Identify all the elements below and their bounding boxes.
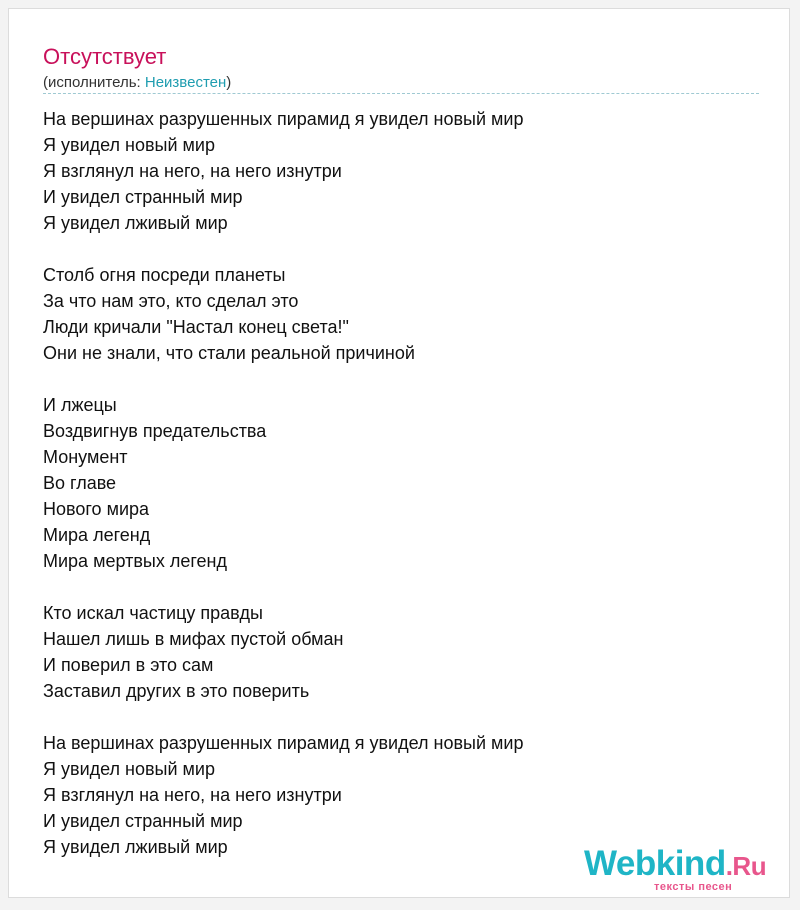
lyric-line: Люди кричали "Настал конец света!" [43,317,349,337]
lyric-line: Я увидел новый мир [43,135,215,155]
lyric-line: Они не знали, что стали реальной причиной [43,343,415,363]
logo-name: Webkind [584,844,726,883]
site-logo[interactable] [584,843,784,893]
lyric-line: На вершинах разрушенных пирамид я увидел новый мир [43,109,524,129]
lyric-line: Я увидел лживый мир [43,837,228,857]
lyric-line: Во главе [43,473,117,493]
lyric-line: Мира мертвых легенд [43,551,227,571]
lyric-line: Я взглянул на него, на него изнутри [43,161,342,181]
lyric-line: Мира легенд [43,525,151,545]
artist-suffix: ) [226,74,232,91]
lyric-blank-line [43,366,759,392]
title-divider [43,93,759,94]
lyric-line: На вершинах разрушенных пирамид я увидел новый мир [43,733,524,753]
lyrics-body [43,106,759,860]
lyric-line: Столб огня посреди планеты [43,265,286,285]
lyric-line: И увидел странный мир [43,187,243,207]
lyric-line: Заставил других в это поверить [43,681,310,701]
lyric-line: Я увидел новый мир [43,759,215,779]
lyric-line: Я взглянул на него, на него изнутри [43,785,342,805]
lyric-line: И поверил в это сам [43,655,214,675]
lyrics-card [8,8,790,898]
lyric-line: И увидел странный мир [43,811,243,831]
artist-prefix: (исполнитель: [43,74,145,91]
logo-tld: .Ru [725,851,767,881]
lyric-line: Я увидел лживый мир [43,213,228,233]
lyric-blank-line [43,704,759,730]
artist-line [43,73,231,93]
lyric-line: Монумент [43,447,128,467]
song-title: Отсутствует [43,44,167,69]
lyric-blank-line [43,574,759,600]
artist-link[interactable]: Неизвестен [144,74,227,91]
lyric-line: За что нам это, кто сделал это [43,291,299,311]
lyric-blank-line [43,236,759,262]
lyric-line: Воздвигнув предательства [43,421,267,441]
lyric-line: И лжецы [43,395,117,415]
lyric-line: Нового мира [43,499,150,519]
logo-tagline: тексты песен [654,881,733,893]
lyric-line: Кто искал частицу правды [43,603,263,623]
lyric-line: Нашел лишь в мифах пустой обман [43,629,344,649]
